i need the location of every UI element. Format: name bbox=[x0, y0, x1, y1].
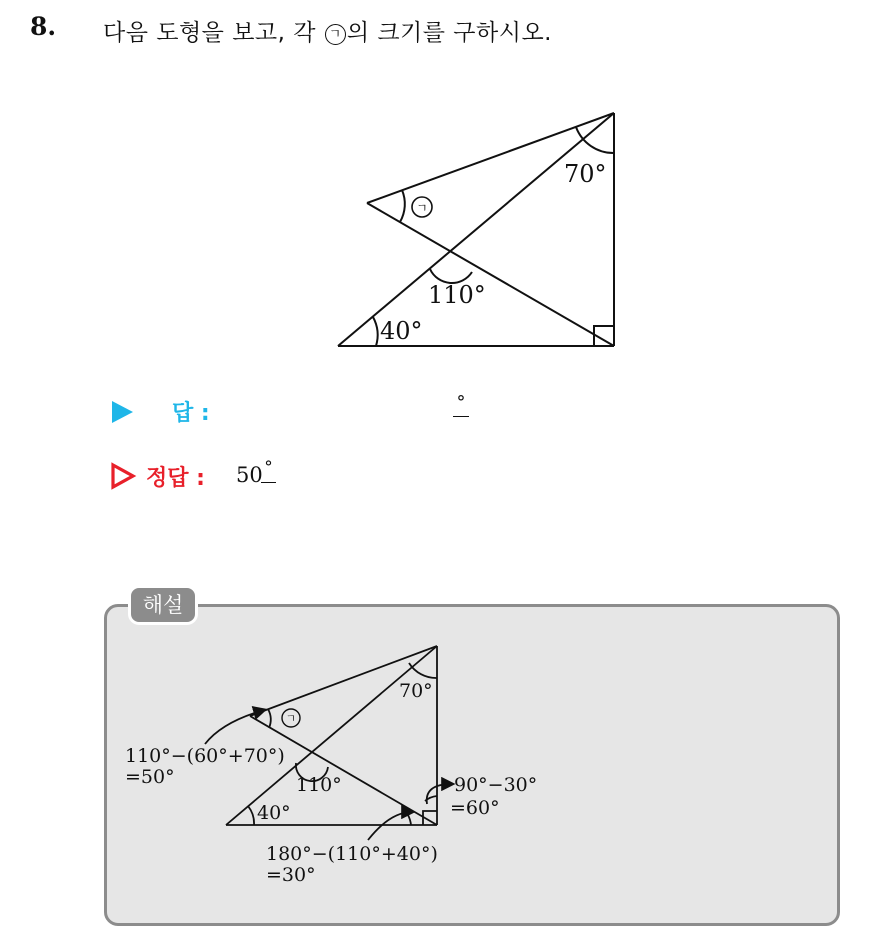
solution-label-unknown-symbol: ㄱ bbox=[285, 712, 297, 725]
solution-arc-40 bbox=[248, 806, 254, 825]
label-angle-70: 70° bbox=[564, 160, 607, 188]
solution-label-110: 110° bbox=[296, 774, 342, 796]
solution-arc-unknown bbox=[268, 709, 271, 728]
correct-unit: ° bbox=[261, 460, 276, 483]
calc-right-line2: =60° bbox=[450, 797, 500, 819]
solution-tab: 해설 bbox=[128, 585, 198, 625]
calc-unknown-line2: =50° bbox=[125, 766, 175, 788]
calc-unknown-line1: 110°−(60°+70°) bbox=[125, 745, 285, 767]
solution-arc-bottom-right bbox=[408, 815, 411, 825]
solution-edge-diagonal-up bbox=[226, 646, 437, 825]
correct-value: 50 bbox=[236, 463, 263, 487]
calc-right-line1: 90°−30° bbox=[454, 774, 538, 796]
label-angle-110: 110° bbox=[428, 281, 486, 309]
answer-blank-unit: ° bbox=[453, 394, 469, 417]
question-number: 8. bbox=[30, 12, 57, 41]
correct-label: 정답 : bbox=[146, 466, 205, 491]
arrow-to-bottom-right-angle bbox=[368, 812, 412, 840]
label-unknown-symbol: ㄱ bbox=[416, 201, 428, 215]
circled-giyeok-icon: ㄱ bbox=[325, 24, 346, 45]
question-text-before: 다음 도형을 보고, 각 bbox=[103, 20, 324, 46]
calc-bottom-line1: 180°−(110°+40°) bbox=[266, 843, 438, 865]
arrow-to-unknown-angle bbox=[205, 710, 264, 744]
solution-label-70: 70° bbox=[399, 680, 433, 702]
question-text-after: 의 크기를 구하시오. bbox=[346, 20, 552, 46]
calc-bottom-line2: =30° bbox=[266, 864, 316, 886]
solution-label-40: 40° bbox=[257, 802, 291, 824]
label-angle-40: 40° bbox=[380, 317, 423, 345]
answer-label: 답 : bbox=[172, 401, 210, 426]
arrow-to-right-angle bbox=[427, 784, 452, 804]
